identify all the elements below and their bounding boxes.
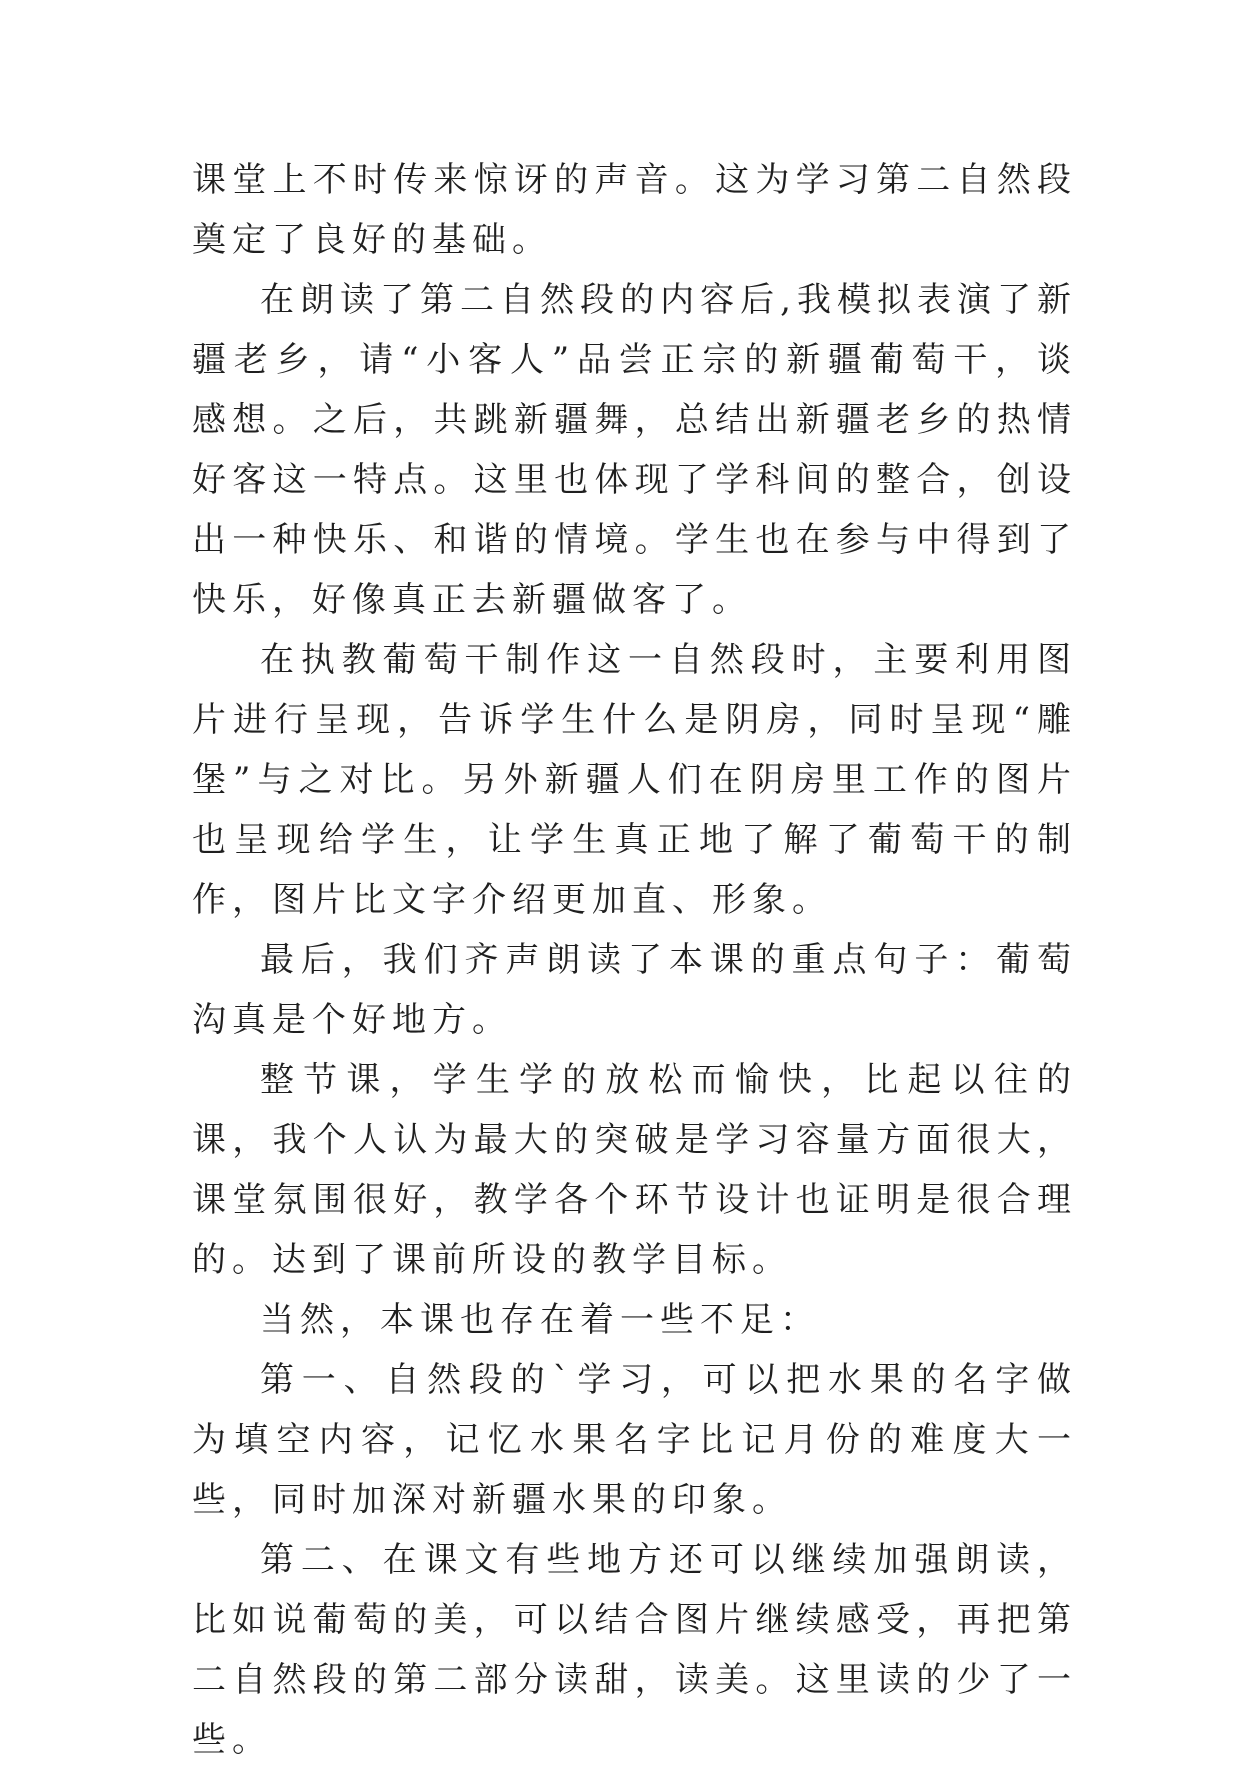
body-text — [192, 150, 1077, 1770]
paragraph-8: 第二、在课文有些地方还可以继续加强朗读，比如说葡萄的美，可以结合图片继续感受，再把第二自然段的第二部分读甜，读美。这里读的少了一些。 — [192, 1540, 1077, 1760]
paragraph-7: 第一、自然段的`学习，可以把水果的名字做为填空内容，记忆水果名字比记月份的难度大一些，同时加深对新疆水果的印象。 — [192, 1360, 1077, 1520]
paragraph-5: 整节课，学生学的放松而愉快，比起以往的课，我个人认为最大的突破是学习容量方面很大，课堂氛围很好，教学各个环节设计也证明是很合理的。达到了课前所设的教学目标。 — [192, 1060, 1077, 1280]
paragraph-6: 当然，本课也存在着一些不足： — [260, 1300, 820, 1340]
paragraph-1: 课堂上不时传来惊讶的声音。这为学习第二自然段奠定了良好的基础。 — [192, 160, 1077, 260]
paragraph-2: 在朗读了第二自然段的内容后,我模拟表演了新疆老乡，请“小客人”品尝正宗的新疆葡萄干，谈感想。之后，共跳新疆舞，总结出新疆老乡的热情好客这一特点。这里也体现了学科间的整合，创设出一种快乐、和谐的情境。学生也在参与中得到了快乐，好像真正去新疆做客了。 — [192, 280, 1077, 620]
paragraph-3: 在执教葡萄干制作这一自然段时，主要利用图片进行呈现，告诉学生什么是阴房，同时呈现“雕堡”与之对比。另外新疆人们在阴房里工作的图片也呈现给学生，让学生真正地了解了葡萄干的制作，图片比文字介绍更加直、形象。 — [192, 640, 1077, 920]
paragraph-4: 最后，我们齐声朗读了本课的重点句子：葡萄沟真是个好地方。 — [192, 940, 1077, 1040]
